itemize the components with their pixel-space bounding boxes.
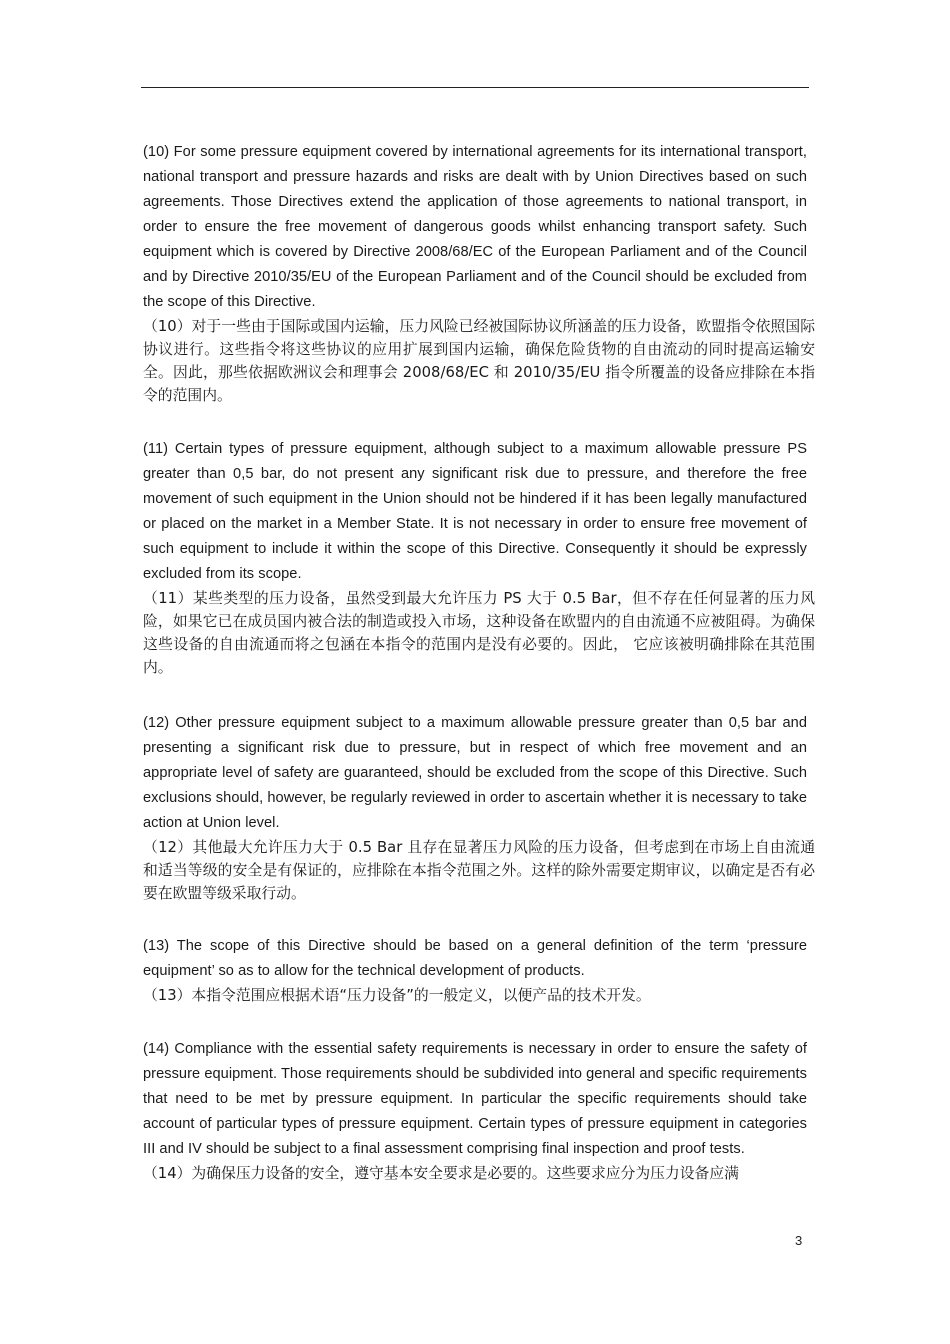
paragraph-12-chinese: （12）其他最大允许压力大于 0.5 Bar 且存在显著压力风险的压力设备，但考虑到在市场上自由流通和适当等级的安全是有保证的，应排除在本指令范围之外。这样的除外需要定期审议，以确定是否有必要在欧盟等级采取行动。 bbox=[143, 839, 815, 902]
document-body bbox=[143, 140, 815, 1185]
page-number: 3 bbox=[795, 1233, 803, 1248]
paragraph-13-chinese: （13）本指令范围应根据术语“压力设备”的一般定义，以便产品的技术开发。 bbox=[143, 987, 651, 1004]
paragraph-13-english: (13) The scope of this Directive should be based on a general definition of the term ‘pressure equipment’ so as to allow for the technical development of products. bbox=[143, 938, 807, 979]
paragraph-spacer bbox=[143, 1007, 807, 1037]
paragraph-10-english: (10) For some pressure equipment covered by international agreements for its international transport, national transport and pressure hazards and risks are dealt with by Union Directives based on such agreements. Those Directives extend the application of those agreements to national transport, in order to ensure the free movement of dangerous goods whilst enhancing transport safety. Such equipment which is covered by Directive 2008/68/EC of the European Parliament and of the Council and by Directive 2010/35/EU of the European Parliament and of the Council should be excluded from the scope of this Directive. bbox=[143, 144, 807, 310]
paragraph-11-english: (11) Certain types of pressure equipment, although subject to a maximum allowable pressure PS greater than 0,5 bar, do not present any significant risk due to pressure, and therefore the free movement of such equipment in the Union should not be hindered if it has been legally manufactured or placed on the market in a Member State. It is not necessary in order to ensure free movement of such equipment to include it within the scope of this Directive. Consequently it should be expressly excluded from its scope. bbox=[143, 441, 807, 582]
header-rule bbox=[141, 87, 809, 88]
paragraph-spacer bbox=[143, 407, 807, 437]
paragraph-10-chinese: （10）对于一些由于国际或国内运输，压力风险已经被国际协议所涵盖的压力设备，欧盟指令依照国际协议进行。这些指令将这些协议的应用扩展到国内运输，确保危险货物的自由流动的同时提高运输安全。因此，那些依据欧洲议会和理事会 2008/68/EC 和 2010/35/EU 指令所覆盖的设备应排除在本指令的范围内。 bbox=[143, 318, 815, 404]
paragraph-14-chinese: （14）为确保压力设备的安全，遵守基本安全要求是必要的。这些要求应分为压力设备应满 bbox=[143, 1165, 739, 1182]
paragraph-11-chinese: （11）某些类型的压力设备，虽然受到最大允许压力 PS 大于 0.5 Bar，但不存在任何显著的压力风险，如果它已在成员国内被合法的制造或投入市场，这种设备在欧盟内的自由流通不应被阻碍。为确保这些设备的自由流通而将之包涵在本指令的范围内是没有必要的。因此， 它应该被明确排除在其范围内。 bbox=[143, 590, 815, 676]
paragraph-spacer bbox=[143, 905, 807, 934]
paragraph-14-english: (14) Compliance with the essential safety requirements is necessary in order to ensure the safety of pressure equipment. Those requirements should be subdivided into general and specific requirements that need to be met by pressure equipment. In particular the specific requirements should take account of particular types of pressure equipment. Certain types of pressure equipment in categories III and IV should be subject to a final assessment comprising final inspection and proof tests. bbox=[143, 1041, 807, 1157]
paragraph-spacer bbox=[143, 679, 807, 711]
paragraph-12-english: (12) Other pressure equipment subject to a maximum allowable pressure greater than 0,5 bar and presenting a significant risk due to pressure, but in respect of which free movement and an appropriate level of safety are guaranteed, should be excluded from the scope of this Directive. Such exclusions should, however, be regularly reviewed in order to ascertain whether it is necessary to take action at Union level. bbox=[143, 715, 807, 831]
